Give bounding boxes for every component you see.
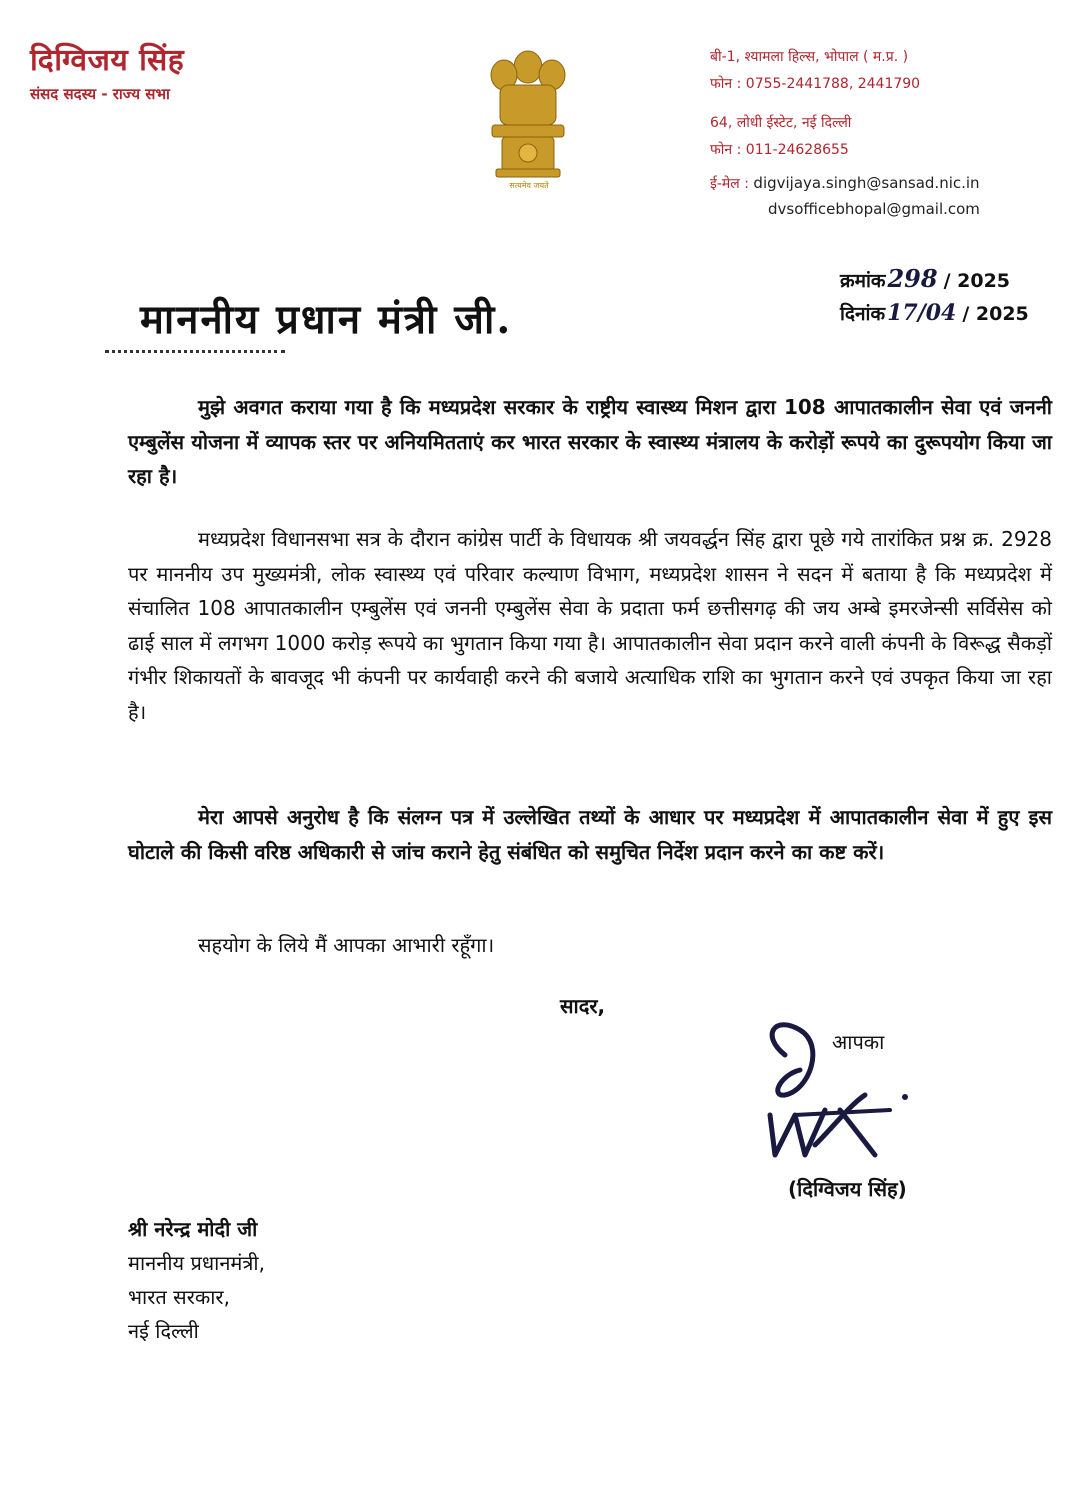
sender-designation: संसद सदस्य - राज्य सभा xyxy=(30,85,170,103)
address-delhi: 64, लोधी ईस्टेट, नई दिल्ली xyxy=(710,115,852,131)
sender-name: दिग्विजय सिंह xyxy=(30,43,185,78)
email-row xyxy=(710,174,980,193)
national-emblem-icon xyxy=(478,45,578,195)
signature-icon xyxy=(755,1015,915,1165)
email-secondary: dvsofficebhopal@gmail.com xyxy=(768,200,980,218)
recipient-name: श्री नरेन्द्र मोदी जी xyxy=(128,1217,258,1241)
salutation-dotted-line xyxy=(105,350,285,353)
reference-date-year: / 2025 xyxy=(962,303,1029,325)
emblem-motto: सत्यमेव जयते xyxy=(509,181,549,190)
phone-delhi: फोन : 011-24628655 xyxy=(710,142,849,158)
body-paragraph-1: मुझे अवगत कराया गया है कि मध्यप्रदेश सरकार के राष्ट्रीय स्वास्थ्य मिशन द्वारा 108 आपातकालीन सेवा एवं जननी एम्बुलेंस योजना में व्यापक स्तर पर अनियमितताएं कर भारत सरकार के स्वास्थ्य मंत्रालय के करोड़ों रूपये का दुरूपयोग किया जा रहा है। xyxy=(128,395,1052,488)
recipient-block xyxy=(128,1212,265,1348)
address-bhopal: बी-1, श्यामला हिल्स, भोपाल ( म.प्र. ) xyxy=(710,49,909,65)
salutation: माननीय प्रधान मंत्री जी. xyxy=(140,296,513,343)
reference-date xyxy=(840,300,1029,326)
recipient-line-2: भारत सरकार, xyxy=(128,1285,230,1309)
reference-number xyxy=(840,264,1010,293)
phone-bhopal: फोन : 0755-2441788, 2441790 xyxy=(710,76,921,92)
closing-regards: सादर, xyxy=(560,994,606,1018)
reference-number-label: क्रमांक xyxy=(840,270,886,292)
email-primary: digvijaya.singh@sansad.nic.in xyxy=(753,174,980,192)
body-paragraph-4: सहयोग के लिये मैं आपका आभारी रहूँगा। xyxy=(198,933,495,957)
closing-yours: आपका xyxy=(832,1030,885,1054)
recipient-line-1: माननीय प्रधानमंत्री, xyxy=(128,1251,265,1275)
reference-date-label: दिनांक xyxy=(840,303,886,325)
reference-date-value: 17/04 xyxy=(887,300,957,326)
reference-number-value: 298 xyxy=(887,264,938,293)
email-label: ई-मेल : xyxy=(710,176,749,192)
recipient-line-3: नई दिल्ली xyxy=(128,1319,199,1343)
body-paragraph-3: मेरा आपसे अनुरोध है कि संलग्न पत्र में उल्लेखित तथ्यों के आधार पर मध्यप्रदेश में आपातकालीन सेवा में हुए इस घोटाले की किसी वरिष्ठ अधिकारी से जांच कराने हेतु संबंधित को समुचित निर्देश प्रदान करने का कष्ट करें। xyxy=(128,805,1052,864)
reference-number-year: / 2025 xyxy=(943,270,1011,292)
signatory-name: (दिग्विजय सिंह) xyxy=(788,1177,907,1201)
body-paragraph-2: मध्यप्रदेश विधानसभा सत्र के दौरान कांग्रेस पार्टी के विधायक श्री जयवर्द्धन सिंह द्वारा पूछे गये तारांकित प्रश्न क्र. 2928 पर माननीय उप मुख्यमंत्री, लोक स्वास्थ्य एवं परिवार कल्याण विभाग, मध्यप्रदेश शासन ने सदन में बताया है कि मध्यप्रदेश में संचालित 108 आपातकालीन एम्बुलेंस एवं जननी एम्बुलेंस सेवा के प्रदाता फर्म छत्तीसगढ़ की जय अम्बे इमरजेन्सी सर्विसेस को ढाई साल में लगभग 1000 करोड़ रूपये का भुगतान किया गया है। आपातकालीन सेवा प्रदान करने वाली कंपनी के विरूद्ध सैकड़ों गंभीर शिकायतों के बावजूद भी कंपनी पर कार्यवाही करने की बजाये अत्याधिक राशि का भुगतान करने एवं उपकृत किया जा रहा है। xyxy=(128,527,1052,724)
